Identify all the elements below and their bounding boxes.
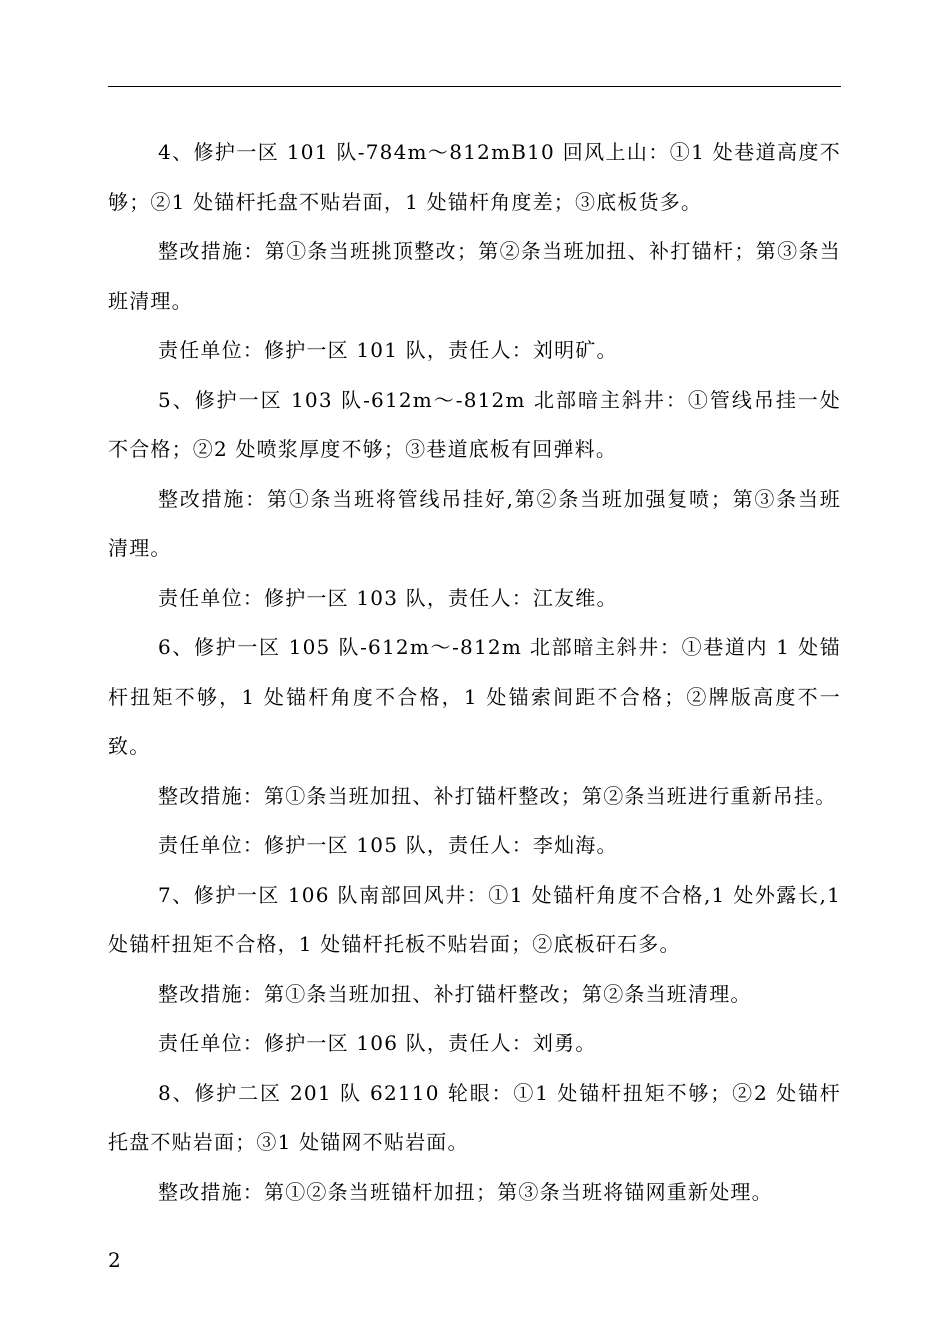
item-6-issues: 6、修护一区 105 队-612m～-812m 北部暗主斜井：①巷道内 1 处锚杆扭矩不够，1 处锚杆角度不合格，1 处锚索间距不合格；②牌版高度不一致。	[108, 635, 841, 758]
item-5-issues: 5、修护一区 103 队-612m～-812m 北部暗主斜井：①管线吊挂一处不合格；②2 处喷浆厚度不够；③巷道底板有回弹料。	[108, 387, 841, 461]
document-body	[108, 128, 841, 1217]
item-4-issues: 4、修护一区 101 队-784m～812mB10 回风上山：①1 处巷道高度不够；②1 处锚杆托盘不贴岩面，1 处锚杆角度差；③底板货多。	[108, 140, 841, 214]
item-6-responsibility: 责任单位：修护一区 105 队，责任人：李灿海。	[158, 833, 618, 857]
item-8-measures: 整改措施：第①②条当班锚杆加扭；第③条当班将锚网重新处理。	[158, 1179, 773, 1204]
item-6-measures: 整改措施：第①条当班加扭、补打锚杆整改；第②条当班进行重新吊挂。	[158, 783, 837, 808]
item-4-responsibility: 责任单位：修护一区 101 队，责任人：刘明矿。	[158, 338, 618, 362]
item-7-issues: 7、修护一区 106 队南部回风井：①1 处锚杆角度不合格,1 处外露长,1 处锚杆扭矩不合格，1 处锚杆托板不贴岩面；②底板矸石多。	[108, 882, 841, 956]
item-7-responsibility: 责任单位：修护一区 106 队，责任人：刘勇。	[158, 1031, 597, 1055]
item-5-measures: 整改措施：第①条当班将管线吊挂好,第②条当班加强复喷；第③条当班清理。	[108, 486, 841, 560]
item-8-issues: 8、修护二区 201 队 62110 轮眼：①1 处锚杆扭矩不够；②2 处锚杆托盘不贴岩面；③1 处锚网不贴岩面。	[108, 1080, 841, 1154]
item-4-measures: 整改措施：第①条当班挑顶整改；第②条当班加扭、补打锚杆；第③条当班清理。	[108, 239, 841, 313]
page-number: 2	[108, 1248, 121, 1272]
item-7-measures: 整改措施：第①条当班加扭、补打锚杆整改；第②条当班清理。	[158, 981, 752, 1006]
item-5-responsibility: 责任单位：修护一区 103 队，责任人：江友维。	[158, 585, 618, 610]
header-rule	[108, 86, 841, 87]
